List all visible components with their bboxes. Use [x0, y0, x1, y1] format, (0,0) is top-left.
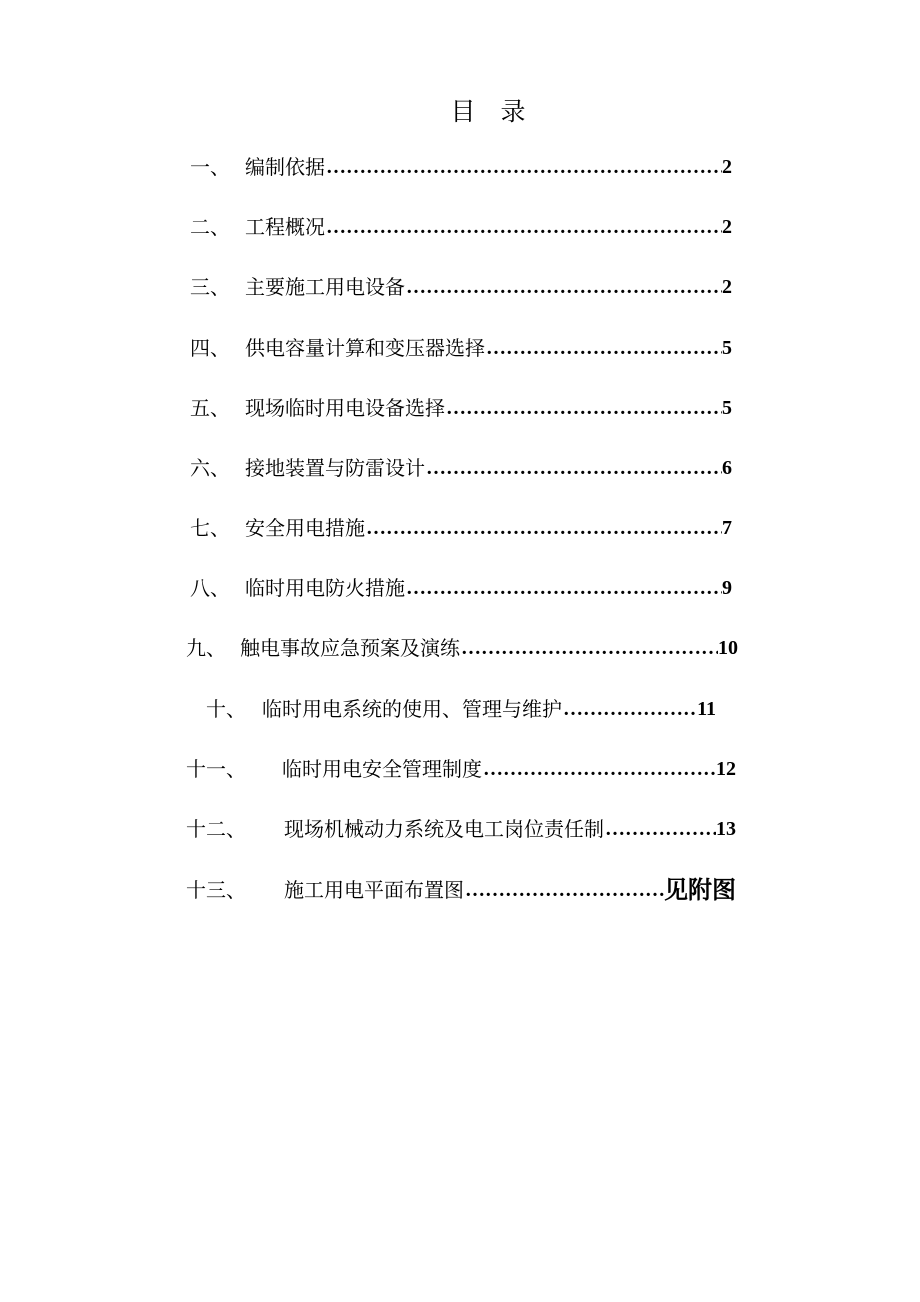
toc-entry-text: 临时用电系统的使用、管理与维护 [262, 697, 562, 721]
toc-entry-10[interactable] [206, 692, 716, 726]
toc-entry-number: 三、 [190, 275, 230, 299]
toc-entry-number: 十三、 [186, 878, 246, 902]
toc-entry-page: 10 [718, 637, 738, 659]
toc-leader-dots [445, 391, 722, 425]
toc-entry-1[interactable] [190, 150, 732, 184]
toc-entry-number: 四、 [190, 336, 230, 360]
toc-entry-5[interactable] [190, 391, 732, 425]
toc-entry-text: 施工用电平面布置图 [284, 878, 464, 902]
toc-entry-page: 11 [697, 698, 716, 720]
toc-leader-dots [604, 812, 716, 846]
toc-entry-page: 7 [722, 517, 732, 539]
toc-entry-number: 九、 [186, 636, 226, 660]
toc-entry-number: 十一、 [186, 757, 246, 781]
toc-entry-page: 2 [722, 216, 732, 238]
toc-entry-page: 12 [716, 758, 736, 780]
toc-leader-dots [365, 511, 722, 545]
toc-entry-number: 十二、 [186, 817, 246, 841]
toc-entry-9[interactable] [186, 631, 738, 665]
toc-entry-text: 现场临时用电设备选择 [245, 396, 445, 420]
toc-entry-text: 临时用电安全管理制度 [282, 757, 482, 781]
toc-entry-text: 供电容量计算和变压器选择 [245, 336, 485, 360]
toc-entry-text: 现场机械动力系统及电工岗位责任制 [284, 817, 604, 841]
toc-entry-page: 9 [722, 577, 732, 599]
toc-entry-page: 见附图 [664, 875, 736, 904]
toc-entry-number: 七、 [190, 516, 230, 540]
toc-entry-7[interactable] [190, 511, 732, 545]
toc-entry-text: 接地装置与防雷设计 [245, 456, 425, 480]
toc-entry-text: 临时用电防火措施 [245, 576, 405, 600]
toc-leader-dots [482, 752, 716, 786]
toc-entry-page: 2 [722, 156, 732, 178]
toc-entry-text: 工程概况 [245, 215, 325, 239]
toc-entry-page: 6 [722, 457, 732, 479]
toc-entry-text: 触电事故应急预案及演练 [240, 636, 460, 660]
toc-leader-dots [405, 571, 722, 605]
toc-entry-4[interactable] [190, 331, 732, 365]
toc-entry-page: 5 [722, 337, 732, 359]
toc-entry-text: 编制依据 [245, 155, 325, 179]
toc-entry-number: 八、 [190, 576, 230, 600]
toc-leader-dots [464, 873, 664, 907]
toc-entry-12[interactable] [186, 812, 736, 846]
toc-entry-number: 六、 [190, 456, 230, 480]
toc-entry-13[interactable] [186, 873, 736, 907]
toc-leader-dots [405, 270, 722, 304]
toc-entry-page: 13 [716, 818, 736, 840]
toc-leader-dots [562, 692, 697, 726]
toc-entry-number: 五、 [190, 396, 230, 420]
toc-entry-number: 一、 [190, 155, 230, 179]
toc-entry-text: 安全用电措施 [245, 516, 365, 540]
toc-leader-dots [325, 210, 722, 244]
toc-entry-8[interactable] [190, 571, 732, 605]
toc-entry-page: 2 [722, 276, 732, 298]
toc-entry-3[interactable] [190, 270, 732, 304]
toc-entry-number: 二、 [190, 215, 230, 239]
toc-title: 目 录 [450, 97, 526, 126]
toc-entry-page: 5 [722, 397, 732, 419]
toc-entry-2[interactable] [190, 210, 732, 244]
toc-entry-text: 主要施工用电设备 [245, 275, 405, 299]
toc-entry-6[interactable] [190, 451, 732, 485]
toc-leader-dots [460, 631, 718, 665]
toc-entry-number: 十、 [206, 697, 246, 721]
toc-leader-dots [325, 150, 722, 184]
toc-leader-dots [485, 331, 722, 365]
toc-entry-11[interactable] [186, 752, 736, 786]
toc-leader-dots [425, 451, 722, 485]
